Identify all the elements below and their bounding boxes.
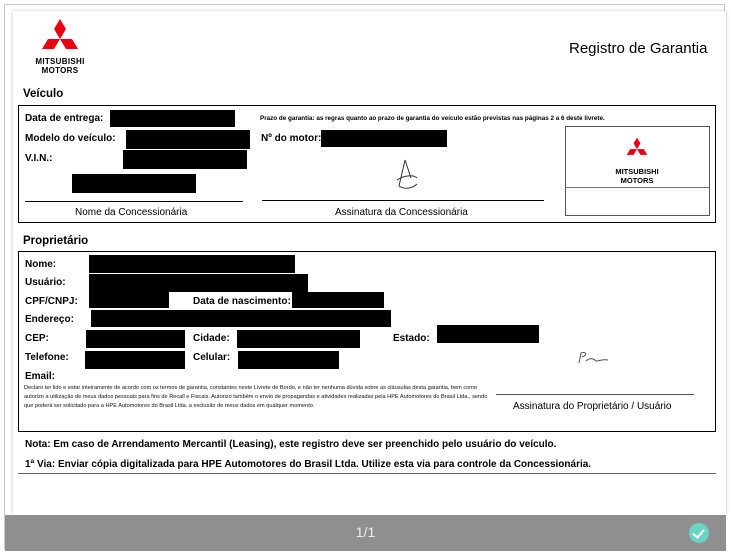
vin-label: V.I.N.: (25, 153, 53, 164)
logo-line2: MOTORS (41, 66, 79, 75)
mitsubishi-diamonds-icon (25, 17, 95, 57)
address-label: Endereço: (25, 314, 74, 325)
vin-value-2 (72, 174, 196, 193)
email-label: Email: (25, 371, 56, 382)
declaration-text: Declaro ter lido e estar inteiramente de acordo com os termos de garantia, constantes neste Livrete de Bordo, e não ter nenhuma dúvida sobre as cláusulas desta garantia, bem como autorizo a utilização de meus dados pessoais para fins de Recall e Fiscais. Autorizo também o envio de propagandas e atividades realizadas pela HPE Automotores do Brasil Ltda., sendo que poderá ser solicitado para a HPE Automotores do Brasil Ltda. a exclusão de meus dados em qualquer momento. (24, 385, 488, 409)
delivery-date-label: Data de entrega: (25, 113, 104, 124)
dealer-signature-icon (387, 156, 427, 196)
owner-signature-line (496, 394, 694, 395)
phone-value (85, 351, 185, 369)
cep-label: CEP: (25, 333, 49, 344)
note-leasing: Nota: Em caso de Arrendamento Mercantil (Leasing), este registro deve ser preenchido pelo usuário do veículo. (25, 439, 557, 450)
owner-signature-icon (576, 349, 612, 367)
dealer-signature-label: Assinatura da Concessionária (335, 207, 468, 218)
owner-signature-label: Assinatura do Proprietário / Usuário (513, 401, 672, 412)
city-label: Cidade: (193, 333, 230, 344)
model-label: Modelo do veículo: (25, 133, 116, 144)
name-label: Nome: (25, 259, 57, 270)
engine-value (321, 130, 447, 147)
stamp-logo-icon (617, 133, 657, 163)
mobile-label: Celular: (193, 352, 231, 363)
stamp-divider (566, 187, 709, 188)
stamp-logo-line2: MOTORS (620, 176, 654, 185)
delivery-date-value (110, 110, 235, 127)
owner-section-title: Proprietário (23, 235, 89, 247)
city-value (237, 330, 360, 348)
check-mark (692, 526, 704, 539)
address-value (91, 310, 391, 327)
cep-value (86, 330, 185, 348)
state-value (437, 325, 539, 343)
page-title: Registro de Garantia (569, 40, 708, 57)
phone-label: Telefone: (25, 352, 69, 363)
stamp-logo-line1: MITSUBISHI (615, 167, 659, 176)
dealer-signature-line (262, 200, 544, 201)
cpf-value (89, 292, 169, 308)
mitsubishi-logo (25, 17, 95, 77)
warranty-text: Prazo de garantia: as regras quanto ao prazo de garantia do veículo estão previstas nas páginas 2 a 6 deste livrete. (260, 115, 605, 122)
name-value (89, 255, 295, 273)
engine-label: Nº do motor: (261, 133, 322, 144)
state-label: Estado: (393, 333, 430, 344)
cpf-label: CPF/CNPJ: (25, 296, 78, 307)
check-circle-icon[interactable] (689, 523, 709, 543)
birth-value (292, 292, 384, 308)
user-value (89, 274, 308, 292)
vehicle-section-title: Veículo (23, 88, 64, 100)
bottom-rule (18, 473, 716, 474)
dealer-name-label: Nome da Concessionária (75, 207, 188, 218)
vin-value (123, 150, 247, 169)
dealer-name-line (25, 201, 243, 202)
document-viewer (4, 4, 725, 550)
page-indicator: 1/1 (355, 524, 376, 540)
birth-label: Data de nascimento: (193, 296, 291, 307)
logo-line1: MITSUBISHI (35, 57, 85, 66)
mobile-value (238, 351, 339, 369)
model-value (126, 130, 250, 149)
document-page (13, 11, 726, 515)
note-first-copy: 1ª Via: Enviar cópia digitalizada para HPE Automotores do Brasil Ltda. Utilize esta via para controle da Concessionária. (25, 459, 592, 470)
user-label: Usuário: (25, 277, 66, 288)
viewer-footer (5, 515, 726, 551)
